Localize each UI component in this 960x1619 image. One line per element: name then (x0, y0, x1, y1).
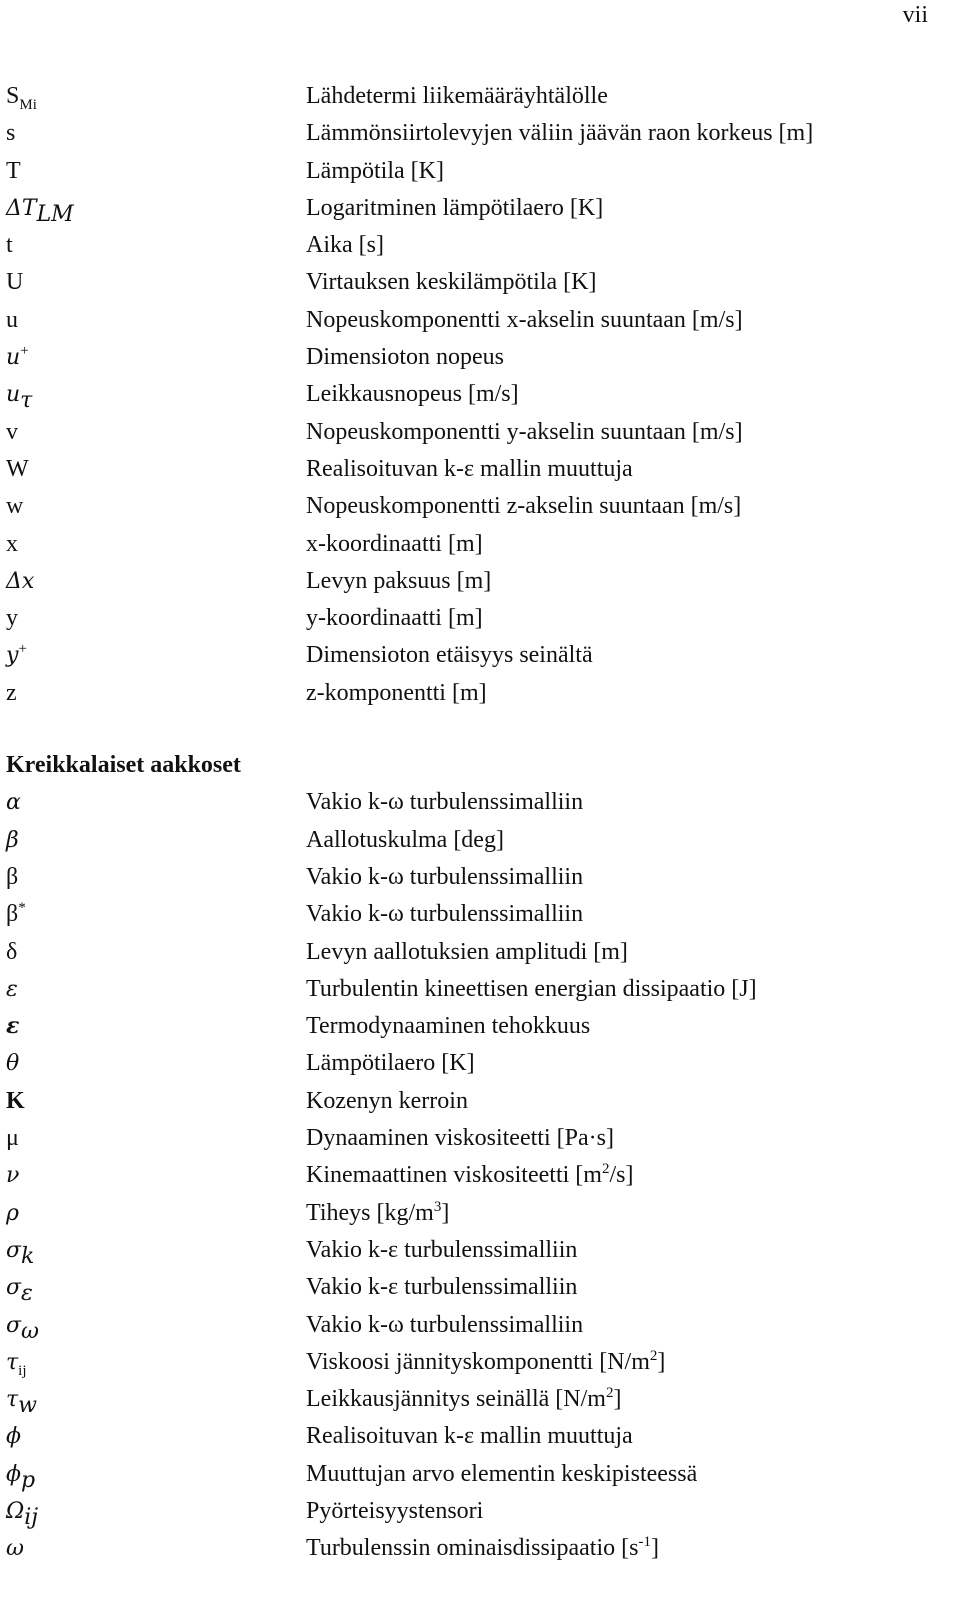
symbol-description (306, 376, 519, 413)
symbol (6, 414, 306, 451)
description-text-after: ] (613, 1386, 622, 1413)
description-text: Nopeuskomponentti z-akselin suuntaan [m/s] (306, 493, 742, 520)
symbol-main: τ (6, 1349, 19, 1375)
symbol-row (6, 414, 926, 451)
description-text: y-koordinaatti [m] (306, 605, 483, 632)
symbol-list (6, 78, 926, 1568)
symbol-description (306, 1530, 659, 1567)
symbol-row (6, 451, 926, 488)
description-text: Nopeuskomponentti x-akselin suuntaan [m/s] (306, 306, 743, 333)
description-text: x-koordinaatti [m] (306, 530, 483, 557)
symbol-row (6, 78, 926, 115)
symbol-main: Ω (6, 1498, 25, 1524)
description-text: Turbulenssin ominaisdissipaatio [s (306, 1535, 639, 1562)
greek-symbols-section (6, 784, 926, 1567)
description-text: Lämmönsiirtolevyjen väliin jäävän raon korkeus [m] (306, 120, 814, 147)
symbol (6, 563, 306, 600)
symbol-description (306, 1232, 577, 1269)
symbol-row (6, 1083, 926, 1120)
symbol (6, 451, 306, 488)
symbol-description (306, 339, 504, 376)
symbol-description (306, 264, 596, 301)
symbol-row (6, 488, 926, 525)
symbol-main: ρ (6, 1200, 19, 1226)
symbol-main: σ (6, 1312, 22, 1338)
symbol (6, 784, 306, 821)
symbol-row (6, 1232, 926, 1269)
symbol (6, 971, 306, 1008)
description-text: Nopeuskomponentti y-akselin suuntaan [m/s] (306, 418, 743, 445)
description-text: Leikkausnopeus [m/s] (306, 381, 519, 408)
description-text: Aallotuskulma [deg] (306, 826, 504, 853)
symbol-main: ν (6, 1163, 20, 1189)
symbol-row (6, 637, 926, 674)
symbol-row (6, 1195, 926, 1232)
description-text: Vakio k-ω turbulenssimalliin (306, 789, 584, 816)
symbol-row (6, 1307, 926, 1344)
symbol-main: x (6, 530, 18, 557)
symbol (6, 153, 306, 190)
symbol-superscript: + (20, 343, 29, 360)
symbol-main: W (6, 455, 29, 482)
description-text: Lähdetermi liikemääräyhtälölle (306, 83, 608, 109)
symbol-subscript: ω (21, 1318, 39, 1344)
symbol-subscript: w (18, 1392, 38, 1418)
symbol (6, 1045, 306, 1082)
symbol-subscript: ij (18, 1362, 27, 1379)
symbol (6, 264, 306, 301)
symbol-row (6, 1008, 926, 1045)
page-number: vii (902, 2, 928, 28)
description-text: Kinemaattinen viskositeetti [m (306, 1162, 602, 1189)
symbol-description (306, 859, 583, 896)
symbol-subscript: p (21, 1467, 36, 1493)
symbol-row (6, 600, 926, 637)
symbol-row (6, 1381, 926, 1418)
symbol-main: t (6, 232, 13, 259)
symbol-superscript: * (18, 900, 26, 917)
symbol (6, 1344, 306, 1381)
symbol-description (306, 1045, 475, 1082)
symbol (6, 1269, 306, 1306)
symbol-main: s (6, 120, 16, 147)
symbol-row (6, 302, 926, 339)
symbol-description (306, 153, 444, 190)
description-text-after: ] (441, 1199, 450, 1226)
symbol-description (306, 971, 757, 1008)
description-text: Kozenyn kerroin (306, 1087, 468, 1114)
symbol-main: U (6, 269, 24, 296)
symbol-description (306, 1195, 449, 1232)
description-text: Realisoituvan k-ε mallin muuttuja (306, 1423, 633, 1450)
description-superscript: 2 (601, 1161, 610, 1178)
symbol-description (306, 451, 633, 488)
symbol-row (6, 1157, 926, 1194)
description-superscript: -1 (638, 1534, 651, 1551)
symbol-description (306, 1418, 633, 1455)
symbol-description (306, 78, 608, 115)
symbol-description (306, 1307, 583, 1344)
symbol-subscript: k (21, 1243, 35, 1269)
symbol (6, 190, 306, 227)
description-text: Levyn aallotuksien amplitudi [m] (306, 938, 628, 965)
description-text: Dynaaminen viskositeetti [Pa·s] (306, 1125, 614, 1152)
description-text: Vakio k-ε turbulenssimalliin (306, 1274, 578, 1301)
symbol-row (6, 227, 926, 264)
symbol (6, 637, 306, 674)
symbol (6, 526, 306, 563)
symbol (6, 1232, 306, 1269)
symbol (6, 1307, 306, 1344)
description-text: Levyn paksuus [m] (306, 567, 492, 594)
symbol-main: y (6, 643, 19, 669)
symbol-main: ε (6, 976, 18, 1002)
description-text: Vakio k-ε turbulenssimalliin (306, 1236, 578, 1263)
description-text-after: /s] (609, 1162, 634, 1189)
symbol-main: α (6, 790, 21, 816)
symbol-row (6, 526, 926, 563)
description-text: Dimensioton etäisyys seinältä (306, 642, 593, 669)
symbol-description (306, 675, 487, 712)
symbol (6, 896, 306, 933)
description-text: Tiheys [kg/m (306, 1199, 434, 1226)
symbol (6, 859, 306, 896)
symbol-description (306, 1157, 633, 1194)
symbol-main: z (6, 679, 17, 706)
symbol-description (306, 414, 743, 451)
symbol-description (306, 115, 813, 152)
symbol-main: σ (6, 1237, 22, 1263)
symbol-row (6, 1045, 926, 1082)
symbol-row (6, 190, 926, 227)
symbol-main: v (6, 418, 18, 445)
symbol-description (306, 1381, 621, 1418)
symbol-description (306, 1120, 614, 1157)
symbol-description (306, 1456, 697, 1493)
symbol-description (306, 934, 628, 971)
symbol-description (306, 488, 741, 525)
symbol-main: u (6, 345, 21, 371)
symbol (6, 1083, 306, 1120)
symbol-row (6, 1418, 926, 1455)
symbol-main: β (6, 901, 19, 928)
symbol (6, 1493, 306, 1530)
symbol (6, 1157, 306, 1194)
symbol-description (306, 1008, 590, 1045)
symbol-description (306, 896, 583, 933)
symbol (6, 376, 306, 413)
symbol-subscript: ε (21, 1281, 33, 1306)
symbol-main: σ (6, 1275, 22, 1301)
description-text: Virtauksen keskilämpötila [K] (306, 269, 597, 296)
symbol (6, 302, 306, 339)
description-text: Pyörteisyystensori (306, 1497, 484, 1524)
symbol-row (6, 1530, 926, 1567)
symbol-main: β (6, 863, 19, 890)
symbol-main: ϕ (6, 1461, 21, 1487)
symbol-main: β (6, 827, 19, 853)
symbol-row (6, 784, 926, 821)
symbol-description (306, 227, 384, 264)
symbol (6, 934, 306, 971)
symbol-subscript: LM (36, 201, 74, 227)
symbol (6, 1530, 306, 1567)
symbol-main: w (6, 493, 24, 520)
symbol (6, 1008, 306, 1045)
description-text: Turbulentin kineettisen energian dissipaatio [J] (306, 975, 757, 1002)
symbol-row (6, 339, 926, 376)
symbol (6, 1120, 306, 1157)
description-text: Realisoituvan k-ε mallin muuttuja (306, 455, 633, 482)
symbol-row (6, 1456, 926, 1493)
symbol (6, 675, 306, 712)
symbol-description (306, 1344, 665, 1381)
symbol (6, 488, 306, 525)
symbol (6, 227, 306, 264)
symbol-description (306, 784, 583, 821)
description-text: Vakio k-ω turbulenssimalliin (306, 901, 584, 928)
description-text: z-komponentti [m] (306, 679, 487, 706)
symbol-main: ΔT (6, 195, 37, 221)
description-text: Lämpötilaero [K] (306, 1050, 475, 1077)
description-text: Dimensioton nopeus (306, 344, 504, 371)
symbol-description (306, 1083, 468, 1120)
symbol (6, 115, 306, 152)
symbol-main: K (6, 1087, 25, 1114)
symbol (6, 1195, 306, 1232)
symbol-subscript: ij (24, 1504, 39, 1530)
symbol-subscript: Mi (19, 96, 37, 113)
symbol-row (6, 153, 926, 190)
symbol-description (306, 822, 504, 859)
description-text: Termodynaaminen tehokkuus (306, 1013, 591, 1040)
symbol-main: Δx (6, 568, 35, 594)
symbol-row (6, 896, 926, 933)
description-text: Viskoosi jännityskomponentti [N/m (306, 1348, 650, 1375)
symbol (6, 339, 306, 376)
symbol (6, 78, 306, 115)
symbol-main: ω (6, 1536, 24, 1562)
symbol-description (306, 526, 483, 563)
symbol-main: u (6, 382, 21, 408)
symbol-main: ε (6, 1013, 20, 1040)
symbol-row (6, 115, 926, 152)
symbol-main: u (6, 306, 18, 333)
symbol-superscript: + (18, 641, 27, 658)
description-text: Logaritminen lämpötilaero [K] (306, 194, 604, 221)
symbol-description (306, 1493, 483, 1530)
symbol-main: θ (6, 1051, 20, 1077)
symbol-row (6, 934, 926, 971)
description-superscript: 3 (433, 1198, 442, 1215)
symbol-row (6, 264, 926, 301)
symbol-main: μ (6, 1125, 19, 1152)
description-text: Muuttujan arvo elementin keskipisteessä (306, 1460, 698, 1487)
description-text: Aika [s] (306, 232, 384, 259)
description-text: Vakio k-ω turbulenssimalliin (306, 1311, 584, 1338)
symbol-description (306, 563, 491, 600)
description-text: Lämpötila [K] (306, 157, 444, 184)
symbol-main: S (6, 83, 20, 109)
symbol (6, 822, 306, 859)
symbol-main: T (6, 157, 21, 184)
description-superscript: 2 (649, 1347, 658, 1364)
description-text: Vakio k-ω turbulenssimalliin (306, 863, 584, 890)
description-text: Leikkausjännitys seinällä [N/m (306, 1386, 606, 1413)
symbol-row (6, 971, 926, 1008)
description-text-after: ] (650, 1535, 659, 1562)
symbol-description (306, 637, 593, 674)
symbol (6, 1418, 306, 1455)
symbol-row (6, 1269, 926, 1306)
symbol-description (306, 302, 743, 339)
symbol-main: ϕ (6, 1424, 21, 1450)
symbol-row (6, 1344, 926, 1381)
latin-symbols-section (6, 78, 926, 712)
symbol-row (6, 859, 926, 896)
greek-section-heading: Kreikkalaiset aakkoset (6, 752, 241, 779)
symbol (6, 1456, 306, 1493)
symbol-main: δ (6, 938, 18, 965)
symbol-row (6, 1493, 926, 1530)
description-superscript: 2 (605, 1385, 614, 1402)
symbol-row (6, 675, 926, 712)
symbol-description (306, 190, 603, 227)
symbol-main: y (6, 605, 18, 632)
symbol-main: τ (6, 1387, 19, 1413)
symbol-description (306, 1269, 577, 1306)
symbol (6, 1381, 306, 1418)
symbol-row (6, 563, 926, 600)
symbol-row (6, 1120, 926, 1157)
symbol (6, 600, 306, 637)
symbol-row (6, 376, 926, 413)
section-gap (6, 712, 926, 747)
symbol-row (6, 822, 926, 859)
symbol-subscript: τ (20, 388, 33, 414)
description-text-after: ] (657, 1348, 666, 1375)
symbol-description (306, 600, 483, 637)
